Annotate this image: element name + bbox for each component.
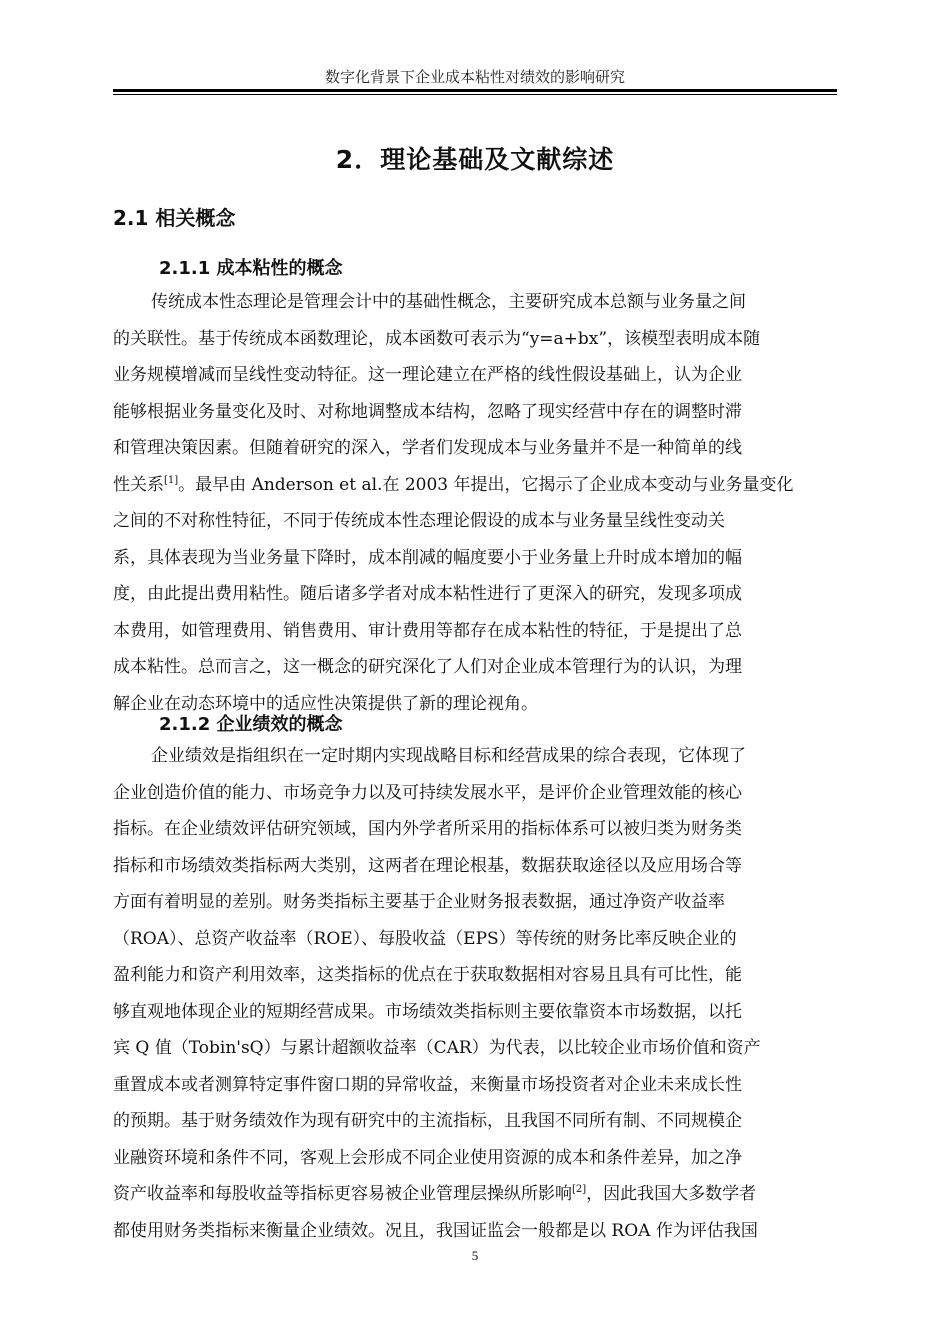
paragraph-cost-stickiness: [113, 284, 837, 722]
subsection-title-cost-stickiness: 2.1.1 成本粘性的概念: [159, 258, 343, 279]
text-line: [113, 738, 837, 775]
line-text: 度，由此提出费用粘性。随后诸多学者对成本粘性进行了更深入的研究，发现多项成: [113, 584, 742, 604]
line-text: 性关系: [113, 474, 164, 495]
line-text-continued: ，因此我国大多数学者: [586, 1184, 757, 1204]
line-text: 业务规模增减而呈线性变动特征。这一理论建立在严格的线性假设基础上，认为企业: [113, 365, 742, 385]
text-line: [113, 284, 837, 321]
text-line: [113, 394, 837, 431]
line-text: 够直观地体现企业的短期经营成果。市场绩效类指标则主要依靠资本市场数据，以托: [113, 1001, 742, 1022]
text-line: [113, 775, 837, 812]
line-text: 盈利能力和资产利用效率，这类指标的优点在于获取数据相对容易且具有可比性，能: [113, 965, 742, 985]
line-text: 的关联性。基于传统成本函数理论，成本函数可表示为“y=a+bx”，该模型表明成本随: [113, 328, 761, 349]
line-text: 宾 Q 值（Tobin'sQ）与累计超额收益率（CAR）为代表，以比较企业市场价值和资产: [113, 1038, 761, 1058]
text-line: [113, 649, 837, 686]
line-text: 成本粘性。总而言之，这一概念的研究深化了人们对企业成本管理行为的认识，为理: [113, 657, 742, 677]
line-text: 系，具体表现为当业务量下降时，成本削减的幅度要小于业务量上升时成本增加的幅: [113, 547, 742, 568]
text-line: [113, 430, 837, 467]
text-line: [113, 321, 837, 358]
line-text: 业融资环境和条件不同，客观上会形成不同企业使用资源的成本和条件差异，加之净: [113, 1147, 742, 1168]
line-text: 重置成本或者测算特定事件窗口期的异常收益，来衡量市场投资者对企业未来成长性: [113, 1074, 742, 1095]
text-line: [113, 848, 837, 885]
text-line: [113, 811, 837, 848]
line-text: 方面有着明显的差别。财务类指标主要基于企业财务报表数据，通过净资产收益率: [113, 892, 725, 912]
text-line: [113, 540, 837, 577]
line-text: 解企业在动态环境中的适应性决策提供了新的理论视角。: [113, 693, 538, 714]
text-line: [113, 576, 837, 613]
paragraph-performance: [113, 738, 837, 1249]
line-text: 企业绩效是指组织在一定时期内实现战略目标和经营成果的综合表现，它体现了: [151, 746, 746, 766]
line-text: 企业创造价值的能力、市场竞争力以及可持续发展水平，是评价企业管理效能的核心: [113, 782, 742, 803]
text-line: [113, 884, 837, 921]
line-text: 指标和市场绩效类指标两大类别，这两者在理论根基，数据获取途径以及应用场合等: [113, 855, 742, 876]
line-text: 资产收益率和每股收益等指标更容易被企业管理层操纵所影响: [113, 1184, 572, 1204]
line-text: 传统成本性态理论是管理会计中的基础性概念，主要研究成本总额与业务量之间: [151, 292, 746, 312]
line-text: （ROA）、总资产收益率（ROE）、每股收益（EPS）等传统的财务比率反映企业的: [113, 928, 737, 949]
text-line: [113, 1030, 837, 1067]
running-header: 数字化背景下企业成本粘性对绩效的影响研究: [324, 68, 625, 86]
line-text: 能够根据业务量变化及时、对称地调整成本结构，忽略了现实经营中存在的调整时滞: [113, 401, 742, 422]
header-rule-thick: [113, 89, 837, 92]
page-number: 5: [471, 1248, 479, 1263]
text-line: [113, 613, 837, 650]
text-line: [113, 1067, 837, 1104]
text-line: [113, 1176, 837, 1213]
text-line: [113, 503, 837, 540]
line-text-continued: 。最早由 Anderson et al.在 2003 年提出，它揭示了企业成本变动与业务量变化: [178, 474, 794, 495]
line-text: 之间的不对称性特征，不同于传统成本性态理论假设的成本与业务量呈线性变动关: [113, 511, 725, 531]
citation-ref: [2]: [572, 1184, 587, 1195]
chapter-title: 2．理论基础及文献综述: [335, 145, 615, 174]
text-line: [113, 957, 837, 994]
subsection-title-performance: 2.1.2 企业绩效的概念: [159, 714, 343, 735]
text-line: [113, 921, 837, 958]
text-line: [113, 467, 837, 504]
text-line: [113, 1140, 837, 1177]
text-line: [113, 994, 837, 1031]
text-line: [113, 357, 837, 394]
text-line: [113, 1103, 837, 1140]
citation-ref: [1]: [164, 474, 179, 486]
section-title: 2.1 相关概念: [113, 206, 236, 230]
line-text: 都使用财务类指标来衡量企业绩效。况且，我国证监会一般都是以 ROA 作为评估我国: [113, 1220, 758, 1241]
text-line: [113, 1213, 837, 1250]
line-text: 的预期。基于财务绩效作为现有研究中的主流指标，且我国不同所有制、不同规模企: [113, 1111, 742, 1131]
line-text: 本费用，如管理费用、销售费用、审计费用等都存在成本粘性的特征，于是提出了总: [113, 620, 742, 641]
line-text: 和管理决策因素。但随着研究的深入，学者们发现成本与业务量并不是一种简单的线: [113, 438, 742, 458]
line-text: 指标。在企业绩效评估研究领域，国内外学者所采用的指标体系可以被归类为财务类: [113, 819, 742, 839]
header-rule-thin: [113, 94, 837, 95]
